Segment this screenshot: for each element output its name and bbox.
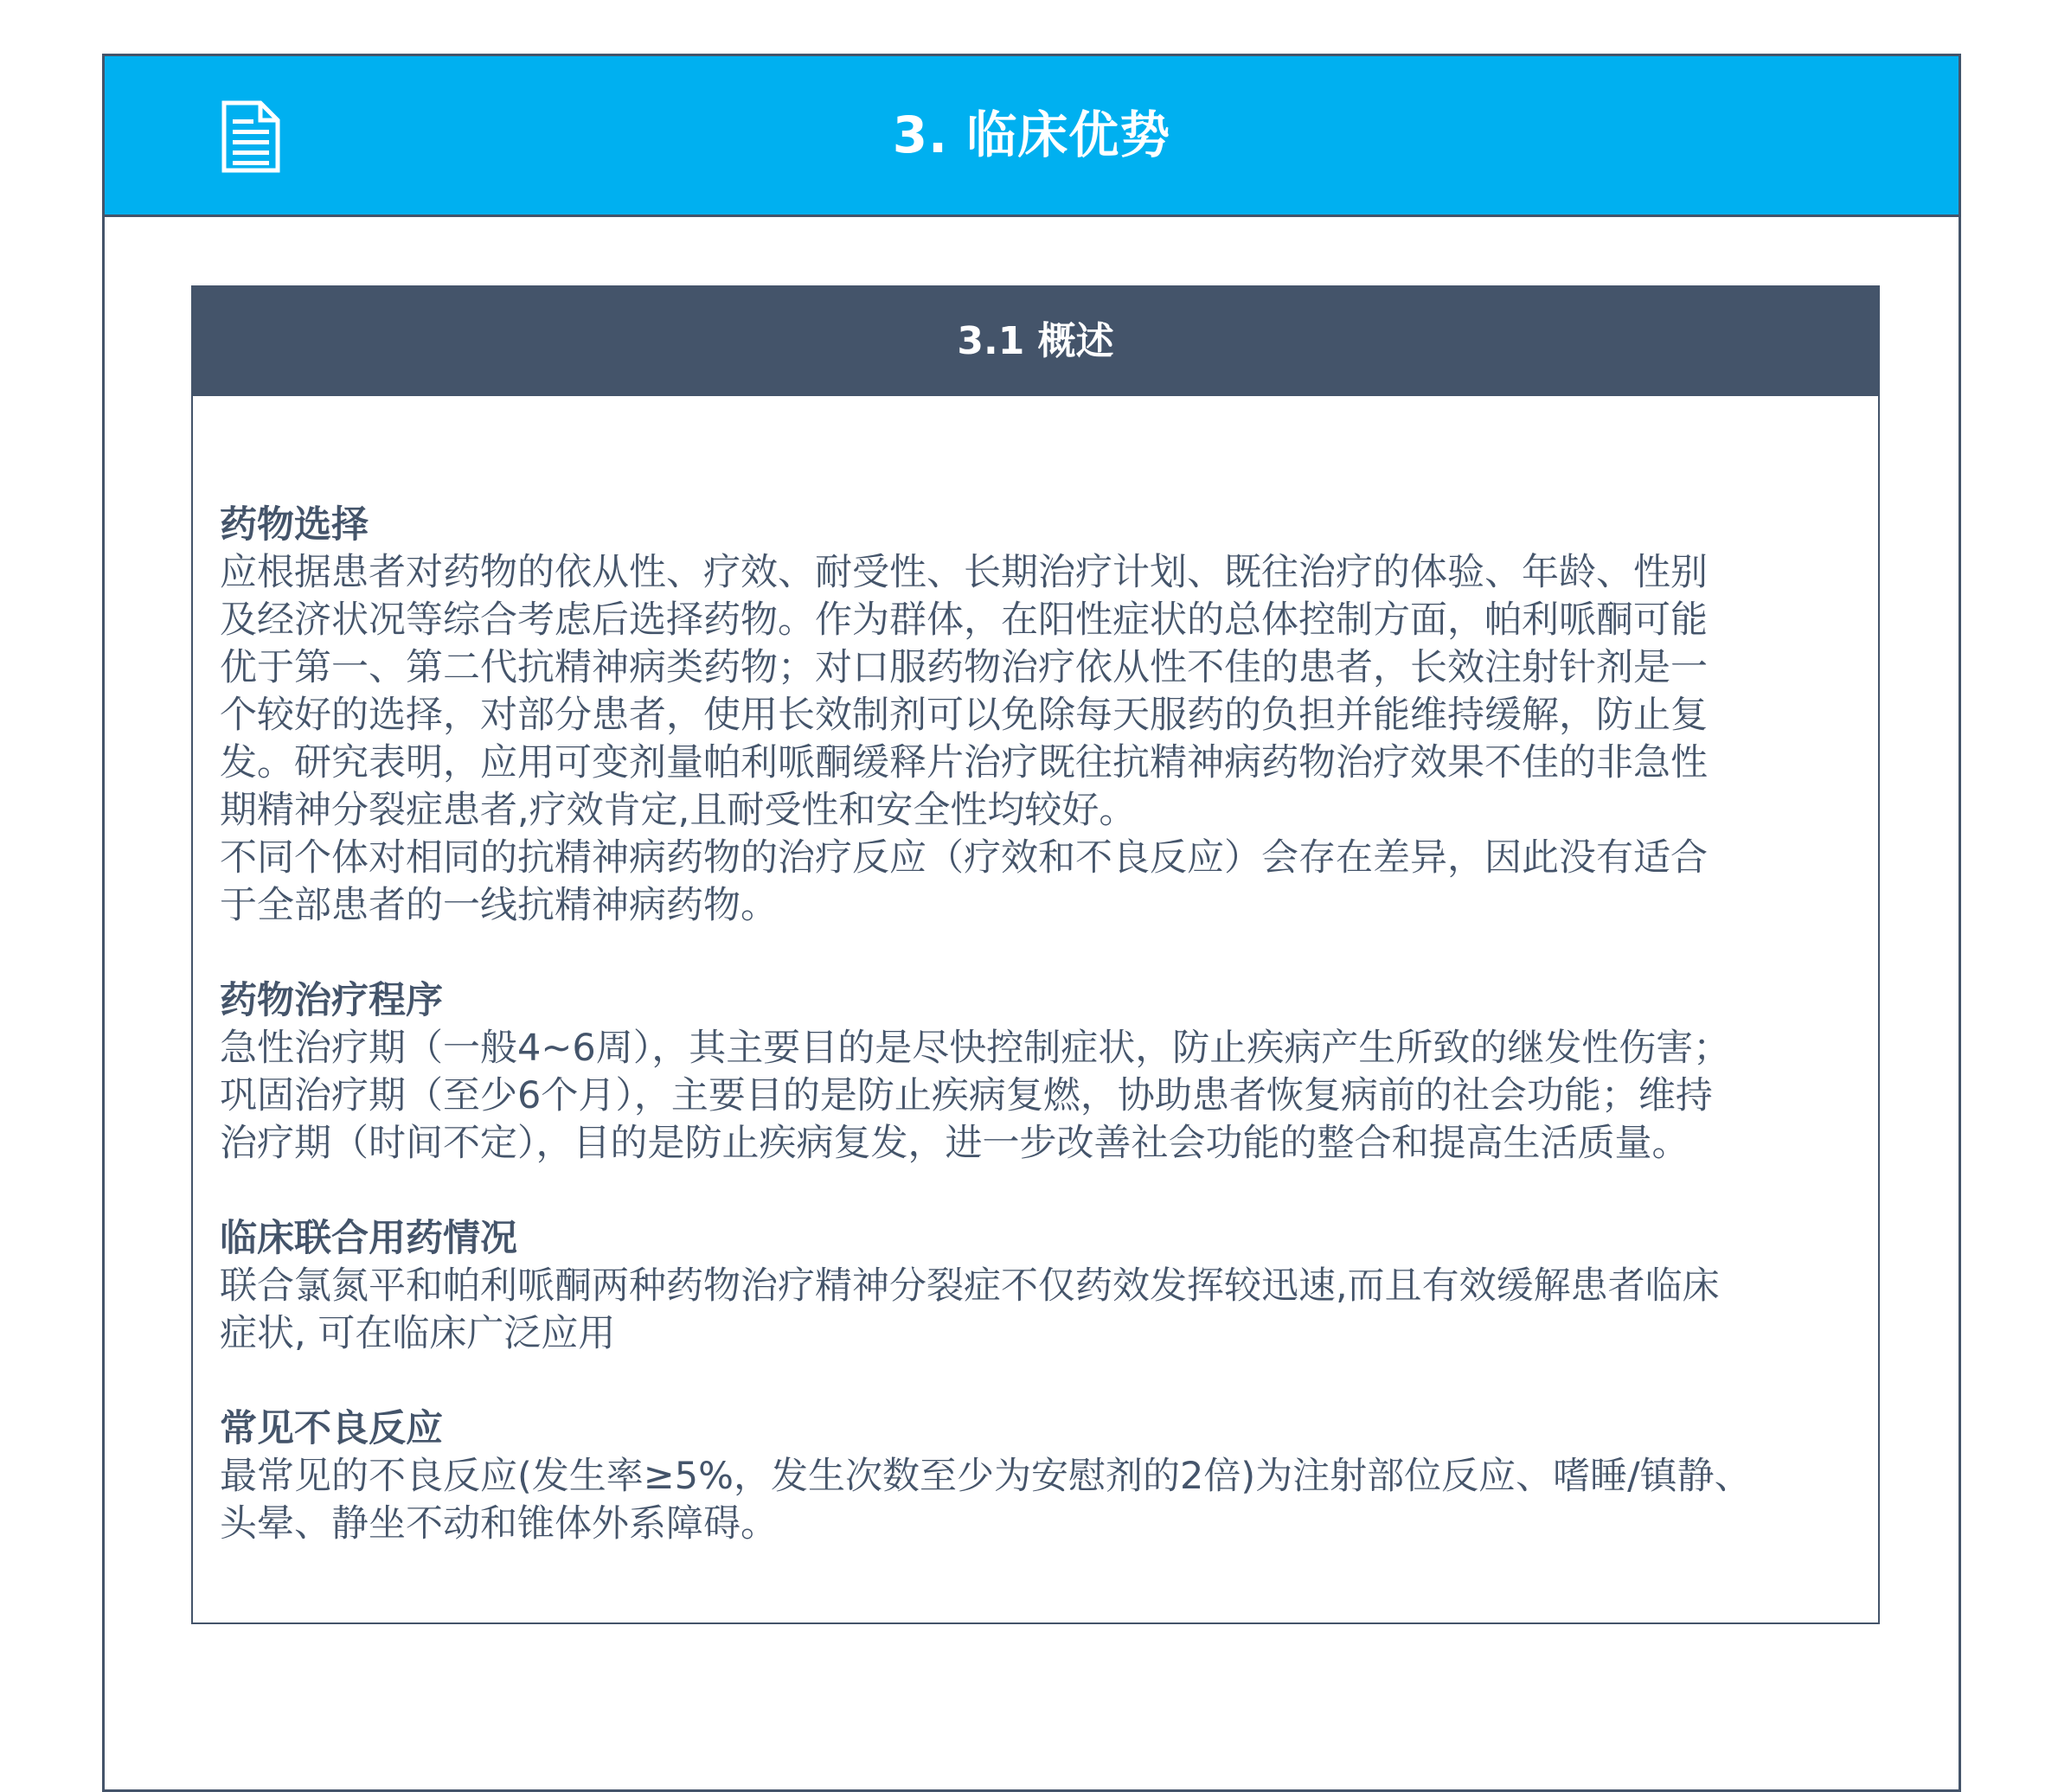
header-bar [105,56,1959,217]
drug-selection-block [220,502,1863,930]
overview-section [191,285,1880,1624]
page-title: 3. 临床优势 [892,106,1171,164]
block-heading: 常见不良反应 [220,1407,443,1450]
section-body [220,502,1863,1596]
section-title: 3.1 概述 [193,287,1878,396]
slide-frame [102,54,1961,1792]
adverse-reactions-block [220,1405,1863,1548]
treatment-procedure-block [220,977,1863,1168]
block-paragraph: 最常见的不良反应(发生率≥5%，发生次数至少为安慰剂的2倍)为注射部位反应、嗜睡/镇静、 头晕、静坐不动和锥体外系障碍。 [220,1455,1752,1546]
block-paragraph: 应根据患者对药物的依从性、疗效、耐受性、长期治疗计划、既往治疗的体验、年龄、性别 及经济状况等综合考虑后选择药物。作为群体，在阳性症状的总体控制方面，帕利哌酮可能 优于第一、第二代抗精神病类药物；对口服药物治疗依从性不佳的患者，长效注射针剂是一 个较好的选择，对部分患者，使用长效制剂可以免除每天服药的负担并能维持缓解，防止复 发。研究表明，应用可变剂量帕利哌酮缓释片治疗既往抗精神病药物治疗效果不佳的非急性 期精神分裂症患者,疗效肯定,且耐受性和安全性均较好。 不同个体对相同的抗精神病药物的治疗反应（疗效和不良反应）会存在差异，因此没有适合 于全部患者的一线抗精神病药物。 [220,551,1708,927]
block-paragraph: 联合氯氮平和帕利哌酮两种药物治疗精神分裂症不仅药效发挥较迅速,而且有效缓解患者临床 症状, 可在临床广泛应用 [220,1264,1720,1355]
block-heading: 药物治疗程序 [220,979,443,1022]
block-paragraph: 急性治疗期（一般4~6周），其主要目的是尽快控制症状，防止疾病产生所致的继发性伤害； 巩固治疗期（至少6个月），主要目的是防止疾病复燃，协助患者恢复病前的社会功能；维持 治疗期（时间不定），目的是防止疾病复发，进一步改善社会功能的整合和提高生活质量。 [220,1027,1731,1165]
combination-therapy-block [220,1215,1863,1358]
block-heading: 临床联合用药情况 [220,1217,517,1260]
block-heading: 药物选择 [220,503,369,547]
